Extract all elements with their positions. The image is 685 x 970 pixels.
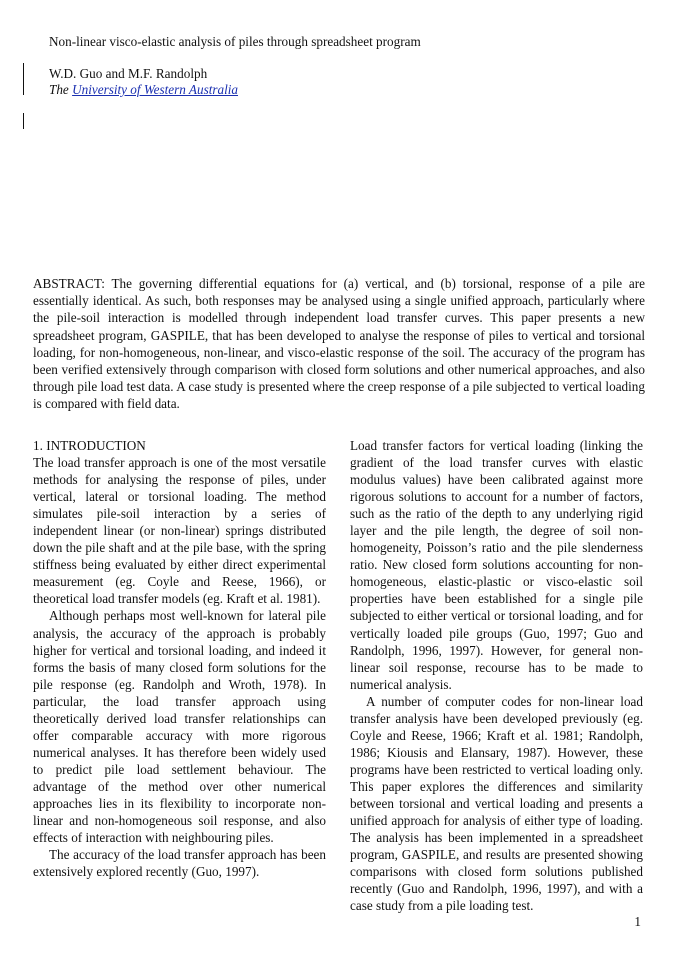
paper-title: Non-linear visco-elastic analysis of piles through spreadsheet program [49, 34, 421, 49]
left-column [33, 437, 326, 880]
right-column [350, 437, 643, 914]
affiliation-prefix: The [49, 82, 69, 97]
page-number: 1 [634, 914, 641, 929]
paragraph: A number of computer codes for non-linear load transfer analysis have been developed previously (eg. Coyle and Reese, 1966; Kraft et al. 1981; Randolph, 1986; Kiousis and Elansary, 1987). However, these programs have been restricted to vertical loading only. This paper explores the differences and similarity between torsional and vertical loading and presents a unified approach for analysis of either type of loading. The analysis has been implemented in a spreadsheet program, GASPILE, and results are presented showing comparisons with closed form solutions published recently (Guo and Randolph, 1996, 1997), and with a case study from a pile loading test. [350, 693, 643, 914]
paragraph: The accuracy of the load transfer approach has been extensively explored recently (Guo, 1997). [33, 847, 326, 880]
affiliation [49, 82, 238, 98]
paragraph: The load transfer approach is one of the most versatile methods for analysing the response of piles, under vertical, lateral or torsional loading. The method simulates pile-soil interaction by a series of independent linear (or non-linear) springs distributed down the pile shaft and at the pile base, with the spring stiffness being evaluated by either direct experimental measurement (eg. Coyle and Reese, 1966), or theoretical load transfer models (eg. Kraft et al. 1981). [33, 455, 326, 607]
abstract: ABSTRACT: The governing differential equations for (a) vertical, and (b) torsional, response of a pile are essentially identical. As such, both responses may be analysed using a single unified approach, particularly where the pile-soil interaction is modelled through independent load transfer curves. This paper presents a new spreadsheet program, GASPILE, that has been developed to analyse the response of piles to vertical and torsional loading, for non-homogeneous, non-linear, and visco-elastic response of the soil. The accuracy of the program has been verified extensively through comparison with closed form solutions and other numerical approaches, and also through pile load test data. A case study is presented where the creep response of a pile subjected to vertical loading is compared with field data. [33, 276, 645, 412]
margin-bar-bottom [23, 113, 24, 129]
paragraph: Although perhaps most well-known for lateral pile analysis, the accuracy of the approach is probably higher for vertical and torsional loading, and indeed it forms the basis of many closed form solutions for the pile response (eg. Randolph and Wroth, 1978). In particular, the load transfer approach using theoretically derived load transfer relationships can offer comparable accuracy with more rigorous numerical analyses. It has therefore been widely used to predict pile load settlement behaviour. The advantage of the method over other numerical approaches lies in its flexibility to incorporate non-linear and non-homogeneous soil response, and also effects of interaction with neighbouring piles. [33, 608, 326, 846]
section-heading: 1. INTRODUCTION [33, 438, 146, 453]
affiliation-link[interactable]: University of Western Australia [72, 82, 239, 97]
margin-bar-top [23, 63, 24, 95]
authors: W.D. Guo and M.F. Randolph [49, 66, 208, 81]
paragraph: Load transfer factors for vertical loading (linking the gradient of the load transfer curves with elastic modulus values) have been calibrated against more rigorous solutions to account for a number of factors, such as the ratio of the depth to any underlying rigid layer and the pile length, the degree of soil non-homogeneity, Poisson’s ratio and the pile slenderness ratio. New closed form solutions accounting for non-homogeneous, elastic-plastic or visco-elastic soil properties have been established for a single pile subjected to either vertical or torsional loading, and for vertically loaded pile groups (Guo, 1997; Guo and Randolph, 1996, 1997). However, for general non-linear soil response, recourse has to be made to numerical analysis. [350, 438, 643, 692]
